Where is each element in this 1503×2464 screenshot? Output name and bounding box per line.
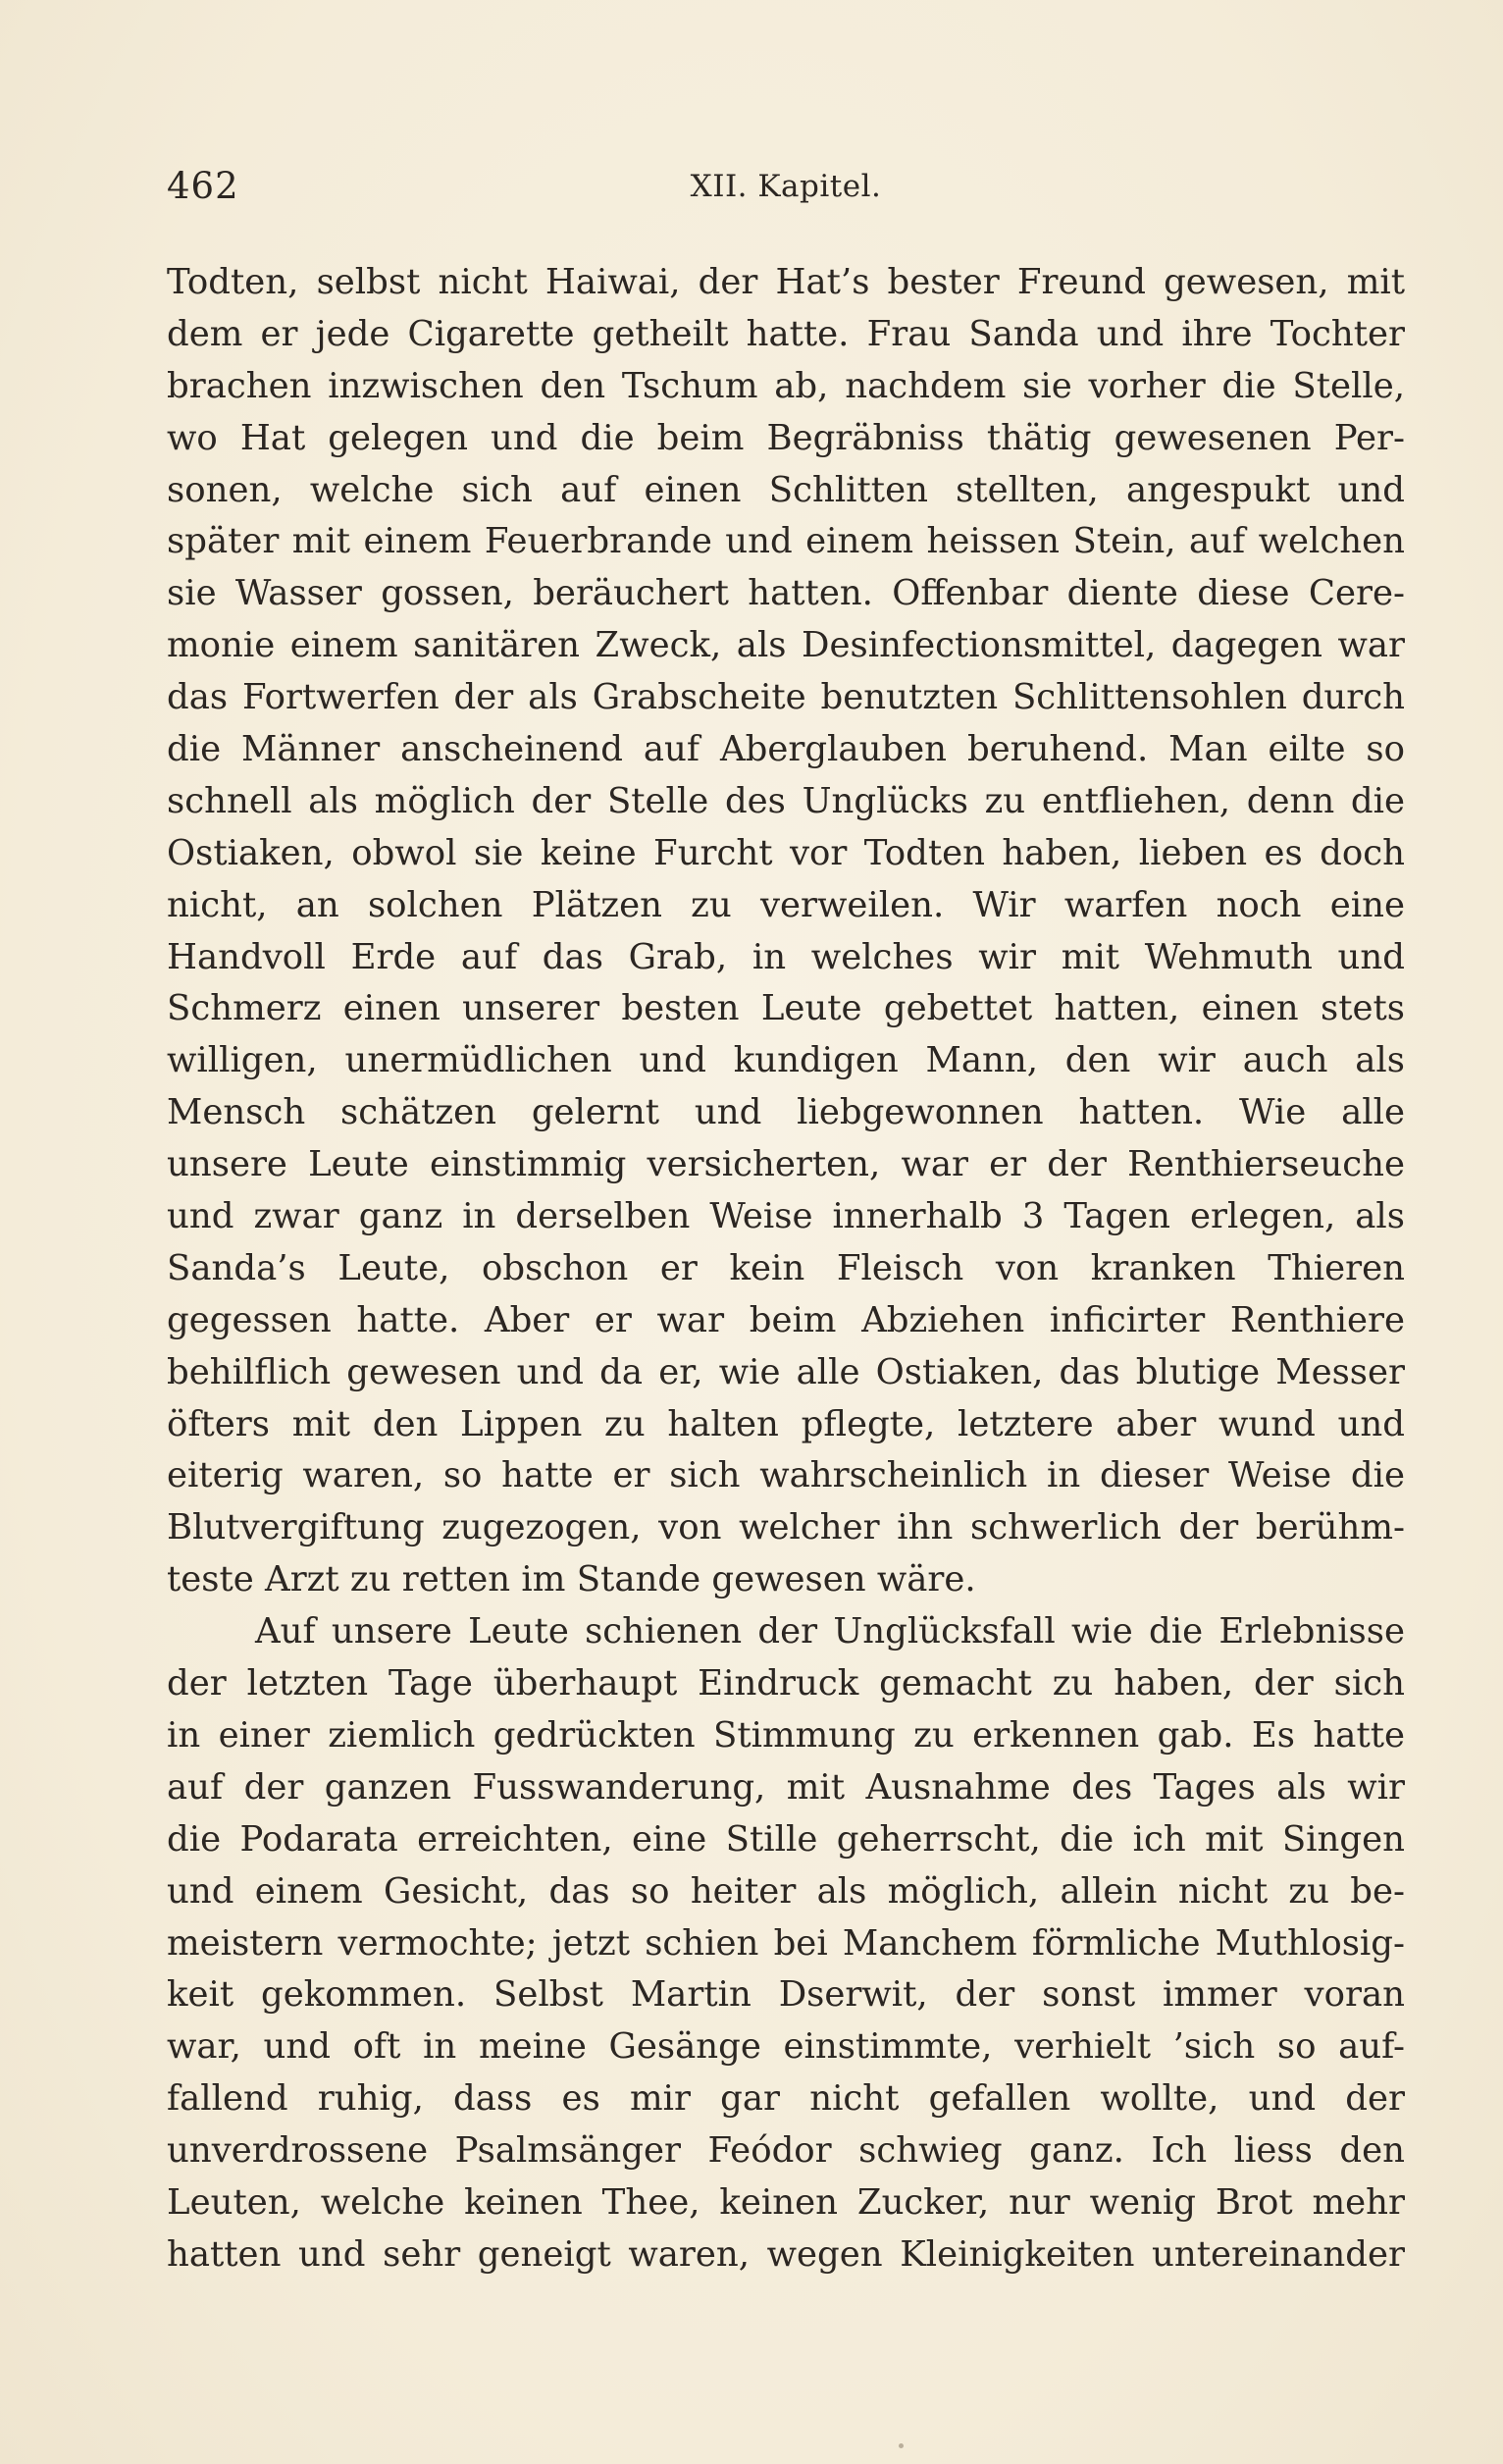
text-line: öfters mit den Lippen zu halten pflegte, letztere aber wund und	[167, 1403, 1405, 1444]
text-line: unsere Leute einstimmig versicherten, war er der Renthierseuche	[167, 1144, 1405, 1185]
chapter-title: XII. Kapitel.	[690, 169, 882, 204]
text-line: wo Hat gelegen und die beim Begräbniss thätig gewesenen Per-	[167, 417, 1405, 458]
text-line: monie einem sanitären Zweck, als Desinfectionsmittel, dagegen war	[167, 625, 1405, 666]
text-line: Handvoll Erde auf das Grab, in welches wir mit Wehmuth und	[167, 936, 1405, 977]
text-line: Schmerz einen unserer besten Leute gebettet hatten, einen stets	[167, 988, 1405, 1029]
body-text	[167, 257, 1405, 2281]
text-line: unverdrossene Psalmsänger Feódor schwieg ganz. Ich liess den	[167, 2130, 1405, 2172]
page-number: 462	[167, 165, 239, 207]
text-line: später mit einem Feuerbrande und einem heissen Stein, auf welchen	[167, 521, 1405, 562]
text-line: die Männer anscheinend auf Aberglauben beruhend. Man eilte so	[167, 729, 1405, 770]
text-line: eiterig waren, so hatte er sich wahrscheinlich in dieser Weise die	[167, 1455, 1405, 1496]
text-line: das Fortwerfen der als Grabscheite benutzten Schlittensohlen durch	[167, 677, 1405, 718]
running-head	[167, 165, 1405, 224]
text-line: der letzten Tage überhaupt Eindruck gemacht zu haben, der sich	[167, 1663, 1405, 1704]
paragraph	[167, 1606, 1405, 2281]
text-line: und einem Gesicht, das so heiter als möglich, allein nicht zu be-	[167, 1870, 1405, 1912]
text-line: Todten, selbst nicht Haiwai, der Hat’s bester Freund gewesen, mit	[167, 262, 1405, 302]
text-line: in einer ziemlich gedrückten Stimmung zu erkennen gab. Es hatte	[167, 1714, 1405, 1756]
text-line: Mensch schätzen gelernt und liebgewonnen hatten. Wie alle	[167, 1092, 1405, 1133]
text-line: dem er jede Cigarette getheilt hatte. Frau Sanda und ihre Tochter	[167, 313, 1405, 354]
text-line: schnell als möglich der Stelle des Unglücks zu entfliehen, denn die	[167, 780, 1405, 821]
text-line: keit gekommen. Selbst Martin Dserwit, der sonst immer voran	[167, 1974, 1405, 2016]
paper-speck	[899, 2443, 904, 2448]
text-line: hatten und sehr geneigt waren, wegen Kleinigkeiten untereinander	[167, 2233, 1405, 2275]
text-line: Blutvergiftung zugezogen, von welcher ihn schwerlich der berühm-	[167, 1507, 1405, 1548]
text-line: behilflich gewesen und da er, wie alle Ostiaken, das blutige Messer	[167, 1351, 1405, 1392]
text-line: sonen, welche sich auf einen Schlitten stellten, angespukt und	[167, 469, 1405, 510]
text-line: Sanda’s Leute, obschon er kein Fleisch von kranken Thieren	[167, 1247, 1405, 1288]
text-line: Auf unsere Leute schienen der Unglücksfall wie die Erlebnisse	[255, 1611, 1405, 1652]
text-line: willigen, unermüdlichen und kundigen Mann, den wir auch als	[167, 1040, 1405, 1081]
text-line: Leuten, welche keinen Thee, keinen Zucker, nur wenig Brot mehr	[167, 2181, 1405, 2223]
text-line: brachen inzwischen den Tschum ab, nachdem sie vorher die Stelle,	[167, 365, 1405, 406]
text-line: auf der ganzen Fusswanderung, mit Ausnahme des Tages als wir	[167, 1766, 1405, 1808]
text-line: gegessen hatte. Aber er war beim Abziehen inficirter Renthiere	[167, 1299, 1405, 1340]
text-line: und zwar ganz in derselben Weise innerhalb 3 Tagen erlegen, als	[167, 1196, 1405, 1237]
text-line: meistern vermochte; jetzt schien bei Manchem förmliche Muthlosig-	[167, 1922, 1405, 1964]
text-line: die Podarata erreichten, eine Stille geherrscht, die ich mit Singen	[167, 1818, 1405, 1860]
text-line: Ostiaken, obwol sie keine Furcht vor Todten haben, lieben es doch	[167, 832, 1405, 873]
text-line: nicht, an solchen Plätzen zu verweilen. Wir warfen noch eine	[167, 884, 1405, 925]
paragraph	[167, 257, 1405, 1606]
text-line: fallend ruhig, dass es mir gar nicht gefallen wollte, und der	[167, 2078, 1405, 2120]
text-line: war, und oft in meine Gesänge einstimmte, verhielt ’sich so auf-	[167, 2026, 1405, 2068]
text-line: sie Wasser gossen, beräuchert hatten. Offenbar diente diese Cere-	[167, 573, 1405, 614]
text-line: teste Arzt zu retten im Stande gewesen wäre.	[167, 1559, 976, 1600]
